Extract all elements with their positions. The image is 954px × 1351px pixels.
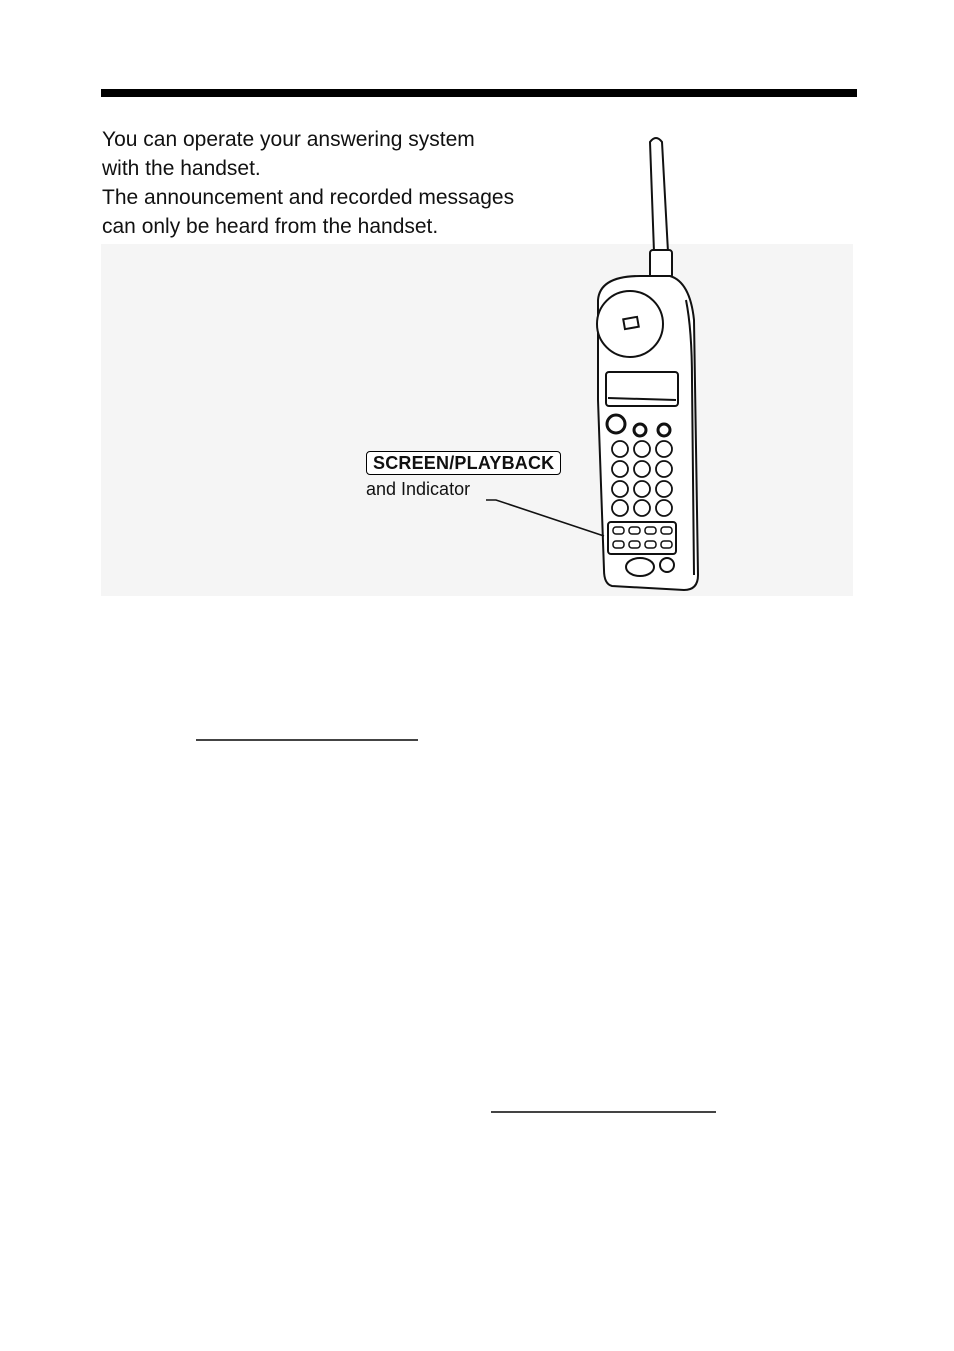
header-rule [101,89,857,97]
intro-line-4: can only be heard from the handset. [102,215,439,238]
handset-illustration [480,125,720,605]
indicator-label: and Indicator [366,479,471,499]
divider-rule [491,1111,716,1113]
divider-rule [196,739,418,741]
figure-background [101,244,853,596]
intro-line-1: You can operate your answering system [102,128,475,151]
intro-line-3: The announcement and recorded messages [102,186,515,209]
screen-playback-key-label: SCREEN/PLAYBACK [366,451,561,475]
intro-line-2: with the handset. [102,157,261,180]
